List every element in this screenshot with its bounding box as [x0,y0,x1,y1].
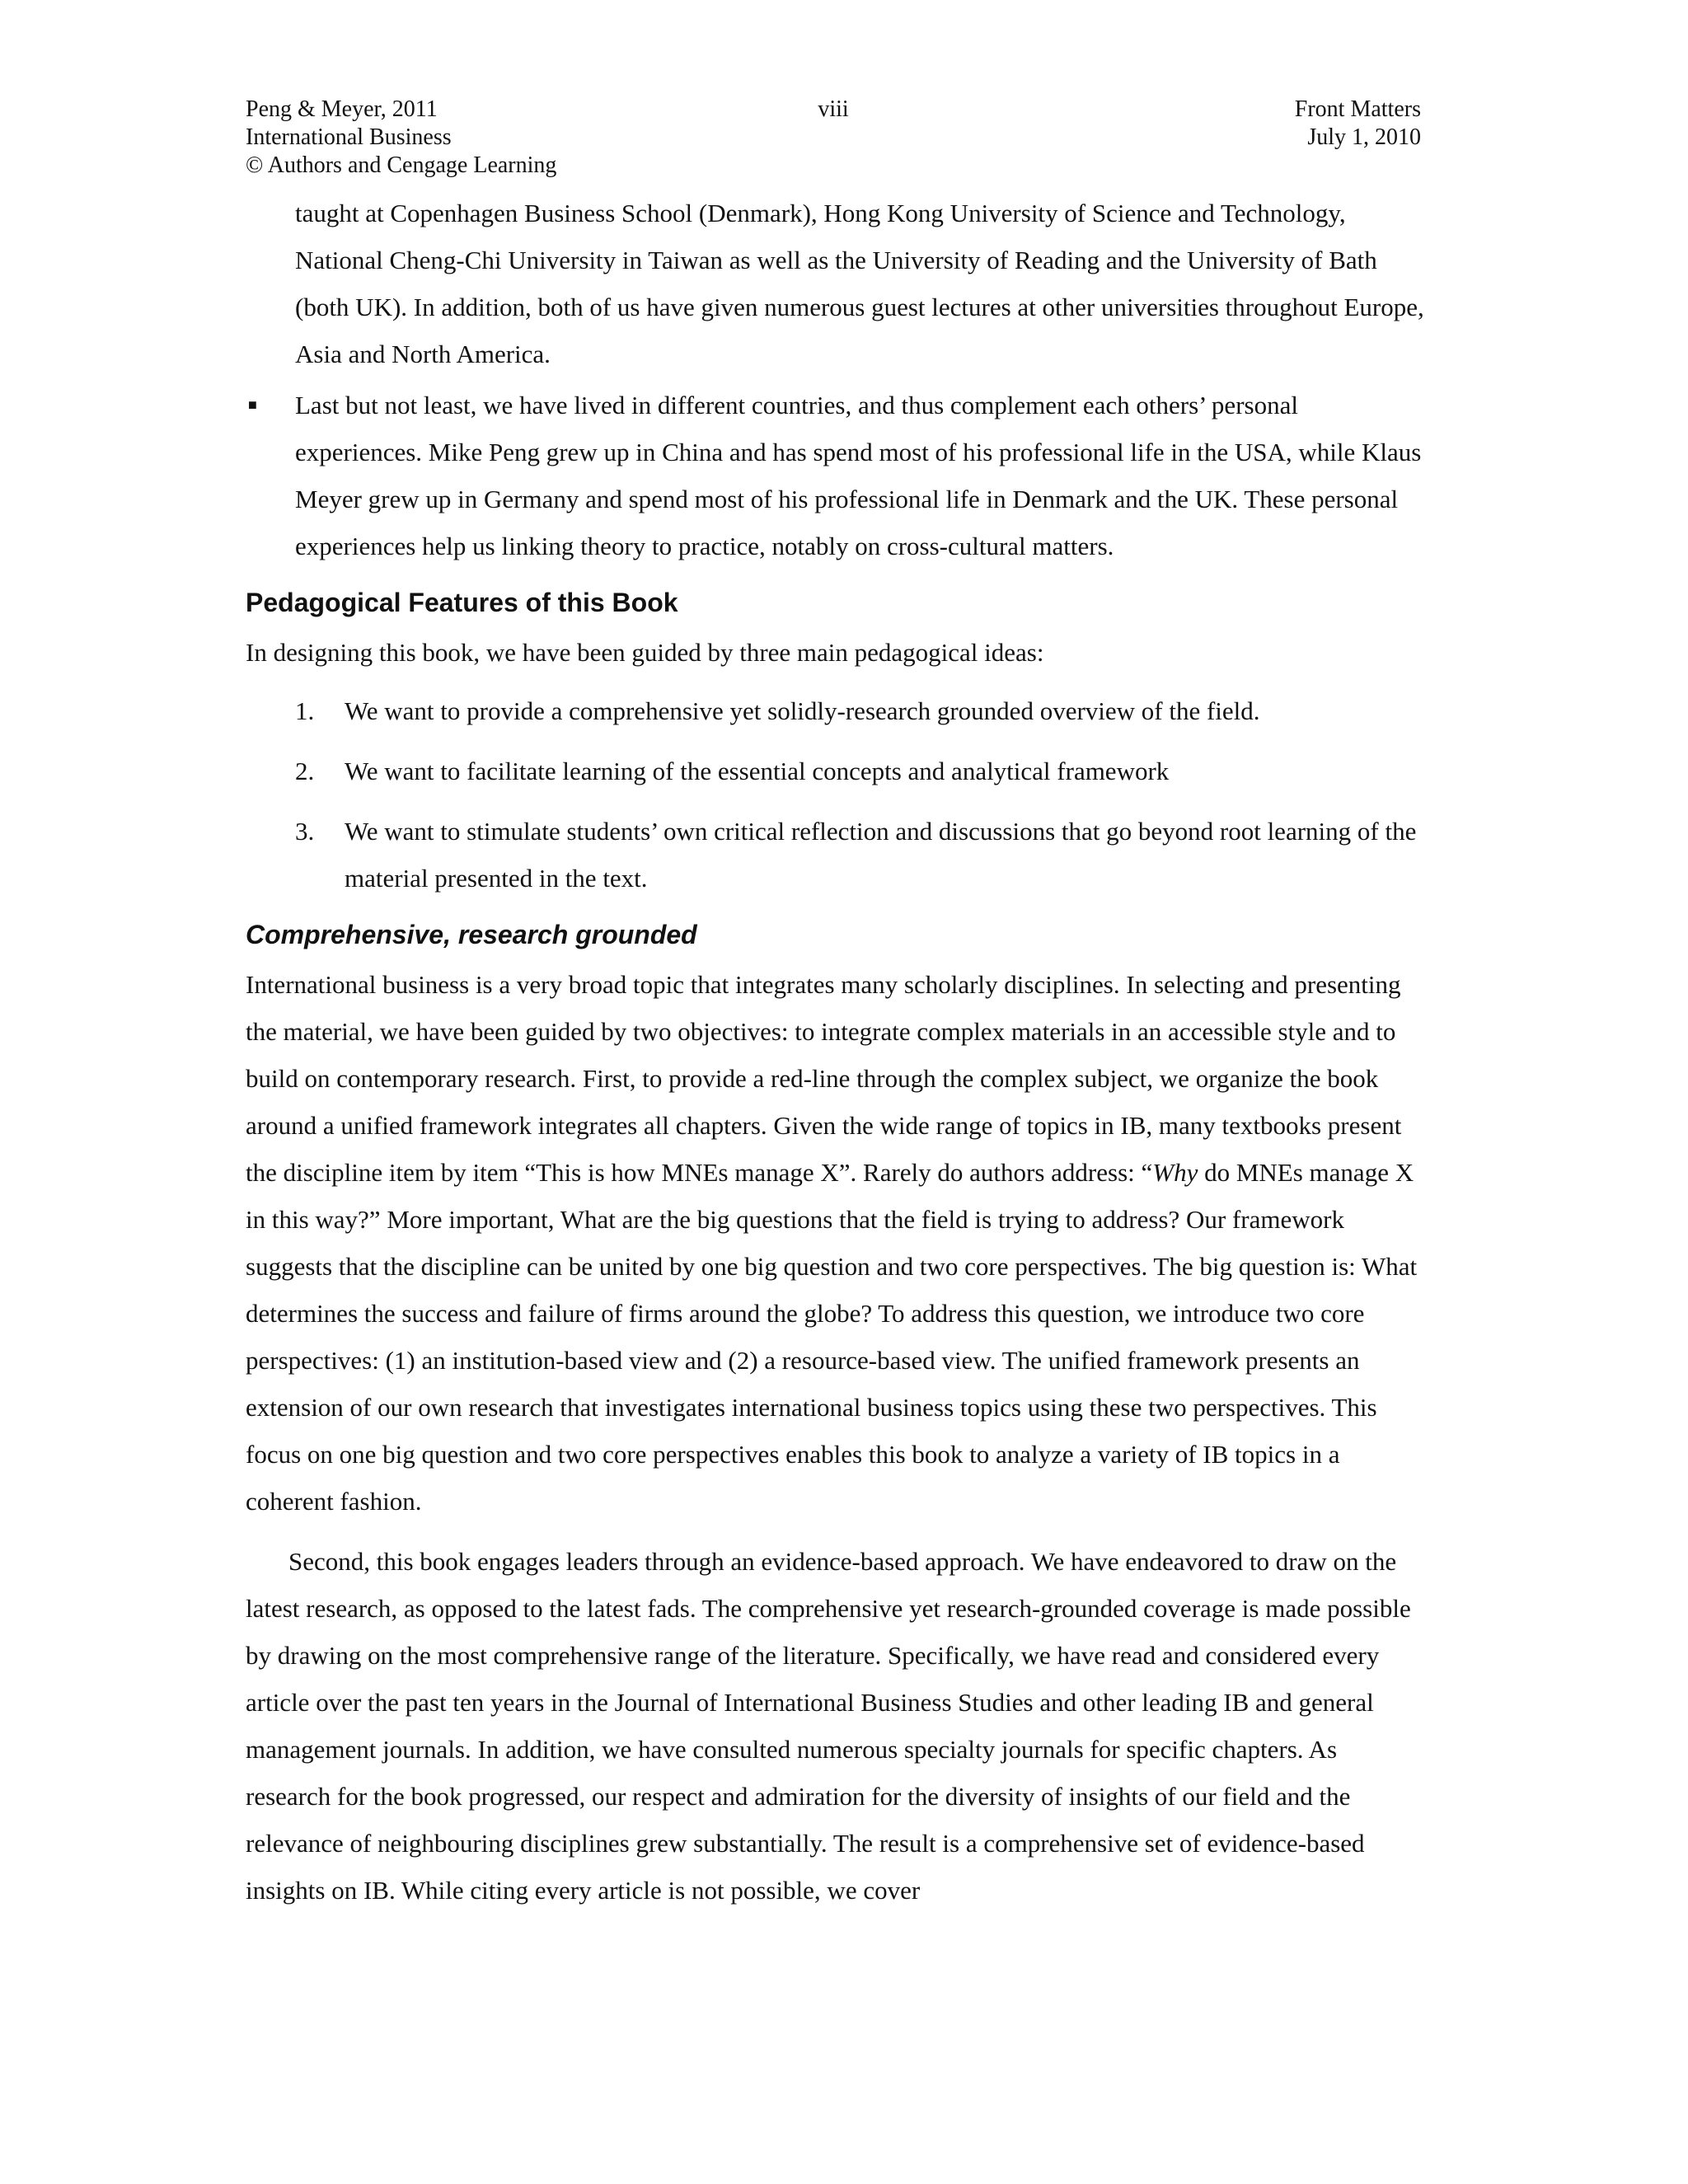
bullet-continuation: taught at Copenhagen Business School (Denmark), Hong Kong University of Science and Technology, National Cheng-Chi University in Taiwan as well as the University of Reading and the University of Bath (both UK). In addition, both of us have given numerous guest lectures at other universities throughout Europe, Asia and North America. [295,199,1424,368]
list-item [295,687,1424,734]
subsection-heading: Comprehensive, research grounded [246,920,697,949]
list-number: 2. [295,757,315,785]
paragraph-text: do MNEs manage X in this way?” More important, What are the big questions that the field is trying to address? Our framework suggests that the discipline can be united by one big question and two core perspectives. The big question is: What determines the success and failure of firms around the globe? To address this question, we introduce two core perspectives: (1) an institution-based view and (2) a resource-based view. The unified framework presents an extension of our own research that investigates international business topics using these two perspectives. This focus on one big question and two core perspectives enables this book to analyze a variety of IB topics in a coherent fashion. [246,1158,1418,1516]
header-book-title: International Business [246,124,452,150]
pedagogical-ideas-list [246,687,1424,902]
list-number: 3. [295,817,315,846]
header-citation: Peng & Meyer, 2011 [246,96,438,122]
paragraph [246,961,1424,1525]
bullet-text: Last but not least, we have lived in different countries, and thus complement each others’ personal experiences. Mike Peng grew up in China and has spend most of his professional life in the USA, while Klaus Meyer grew up in Germany and spend most of his professional life in Denmark and the UK. These personal experiences help us linking theory to practice, notably on cross-cultural matters. [295,391,1422,560]
section-intro: In designing this book, we have been guided by three main pedagogical ideas: [246,638,1044,667]
italic-emphasis: Why [1152,1158,1198,1187]
paragraph: Second, this book engages leaders through an evidence-based approach. We have endeavored to draw on the latest research, as opposed to the latest fads. The comprehensive yet research-grounded coverage is made possible by drawing on the most comprehensive range of the literature. Specifically, we have read and considered every article over the past ten years in the Journal of International Business Studies and other leading IB and general management journals. In addition, we have consulted numerous specialty journals for specific chapters. As research for the book progressed, our respect and admiration for the diversity of insights of our field and the relevance of neighbouring disciplines grew substantially. The result is a comprehensive set of evidence-based insights on IB. While citing every article is not possible, we cover [246,1547,1411,1905]
square-bullet-icon: ■ [248,396,257,413]
page-number: viii [818,96,849,122]
list-item-text: We want to stimulate students’ own critical reflection and discussions that go beyond root learning of the material presented in the text. [345,817,1417,893]
bullet-item [248,382,1424,569]
list-number: 1. [295,696,315,725]
header-date: July 1, 2010 [1307,124,1421,150]
paragraph-text: International business is a very broad topic that integrates many scholarly disciplines. In selecting and presenting the material, we have been guided by two objectives: to integrate complex materials in an accessible style and to build on contemporary research. First, to provide a red-line through the complex subject, we organize the book around a unified framework integrates all chapters. Given the wide range of topics in IB, many textbooks present the discipline item by item “This is how MNEs manage X”. Rarely do authors address: “ [246,970,1402,1187]
header-copyright: © Authors and Cengage Learning [246,152,557,178]
section-heading: Pedagogical Features of this Book [246,588,678,617]
body-text [246,190,1424,1914]
running-header [246,96,1421,180]
header-section: Front Matters [1294,96,1421,122]
list-item-text: We want to provide a comprehensive yet solidly-research grounded overview of the field. [345,696,1260,725]
list-item [295,808,1424,902]
list-item-text: We want to facilitate learning of the essential concepts and analytical framework [345,757,1170,785]
list-item [295,748,1424,794]
